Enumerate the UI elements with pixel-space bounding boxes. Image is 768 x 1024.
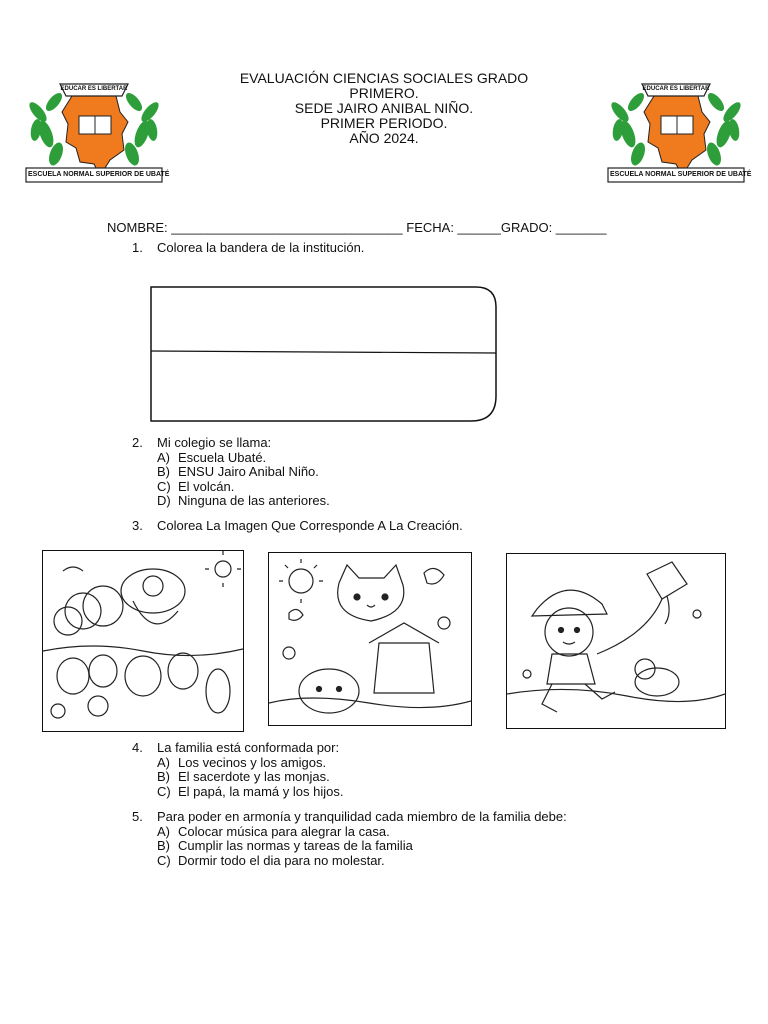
question-text: Mi colegio se llama: (157, 435, 272, 450)
answer-option[interactable] (132, 756, 343, 771)
question-text: Colorea la bandera de la institución. (157, 240, 365, 255)
cat-dog-coloring-image[interactable] (268, 552, 472, 726)
header-line: EVALUACIÓN CIENCIAS SOCIALES GRADO (239, 70, 529, 86)
header-line: AÑO 2024. (349, 130, 419, 146)
option-text: Dormir todo el dia para no molestar. (178, 852, 385, 868)
option-text: El sacerdote y las monjas. (178, 769, 330, 785)
logo-top-banner-left: EDUCAR ES LIBERTAR (60, 86, 128, 92)
option-text: ENSU Jairo Anibal Niño. (178, 464, 319, 480)
answer-option[interactable] (132, 854, 567, 869)
option-letter: A) (157, 754, 170, 770)
student-info-line[interactable]: NOMBRE: ________________________________ FECHA: ______GRADO: _______ (107, 220, 607, 235)
question-3 (132, 519, 463, 534)
option-text: El papá, la mamá y los hijos. (178, 783, 344, 799)
boy-kite-coloring-image[interactable] (506, 553, 726, 729)
question-number: 3. (132, 518, 143, 533)
option-text: El volcán. (178, 478, 235, 494)
question-text: Colorea La Imagen Que Corresponde A La Creación. (157, 518, 463, 533)
option-letter: A) (157, 823, 170, 839)
answer-option[interactable] (132, 825, 567, 840)
flag-outline[interactable] (150, 286, 497, 422)
option-text: Cumplir las normas y tareas de la familia (178, 838, 413, 854)
question-5 (132, 810, 567, 868)
answer-option[interactable] (132, 480, 330, 495)
question-2 (132, 436, 330, 509)
option-letter: A) (157, 449, 170, 465)
question-number: 5. (132, 809, 143, 824)
option-text: Colocar música para alegrar la casa. (178, 823, 390, 839)
option-letter: B) (157, 464, 170, 480)
creation-coloring-image[interactable] (42, 550, 244, 732)
question-1 (132, 241, 364, 256)
option-letter: C) (157, 783, 171, 799)
option-text: Ninguna de las anteriores. (178, 493, 330, 509)
answer-option[interactable] (132, 451, 330, 466)
header-line: PRIMERO. (349, 85, 419, 101)
header-line: SEDE JAIRO ANIBAL NIÑO. (294, 100, 474, 116)
answer-option[interactable] (132, 785, 343, 800)
option-letter: B) (157, 838, 170, 854)
option-letter: D) (157, 493, 171, 509)
option-letter: C) (157, 852, 171, 868)
answer-option[interactable] (132, 839, 567, 854)
option-letter: B) (157, 769, 170, 785)
question-number: 2. (132, 435, 143, 450)
option-text: Los vecinos y los amigos. (178, 754, 327, 770)
logo-bottom-banner-right: ESCUELA NORMAL SUPERIOR DE UBATÉ (610, 171, 752, 178)
document-header (160, 71, 608, 146)
logo-bottom-banner-left: ESCUELA NORMAL SUPERIOR DE UBATÉ (28, 171, 170, 178)
option-text: Escuela Ubaté. (178, 449, 267, 465)
header-line: PRIMER PERIODO. (320, 115, 448, 131)
question-number: 4. (132, 740, 143, 755)
option-letter: C) (157, 478, 171, 494)
answer-option[interactable] (132, 465, 330, 480)
question-text: Para poder en armonía y tranquilidad cada miembro de la familia debe: (157, 809, 567, 824)
question-4 (132, 741, 343, 799)
answer-option[interactable] (132, 494, 330, 509)
answer-option[interactable] (132, 770, 343, 785)
question-text: La familia está conformada por: (157, 740, 340, 755)
logo-top-banner-right: EDUCAR ES LIBERTAR (642, 86, 710, 92)
question-number: 1. (132, 240, 143, 255)
